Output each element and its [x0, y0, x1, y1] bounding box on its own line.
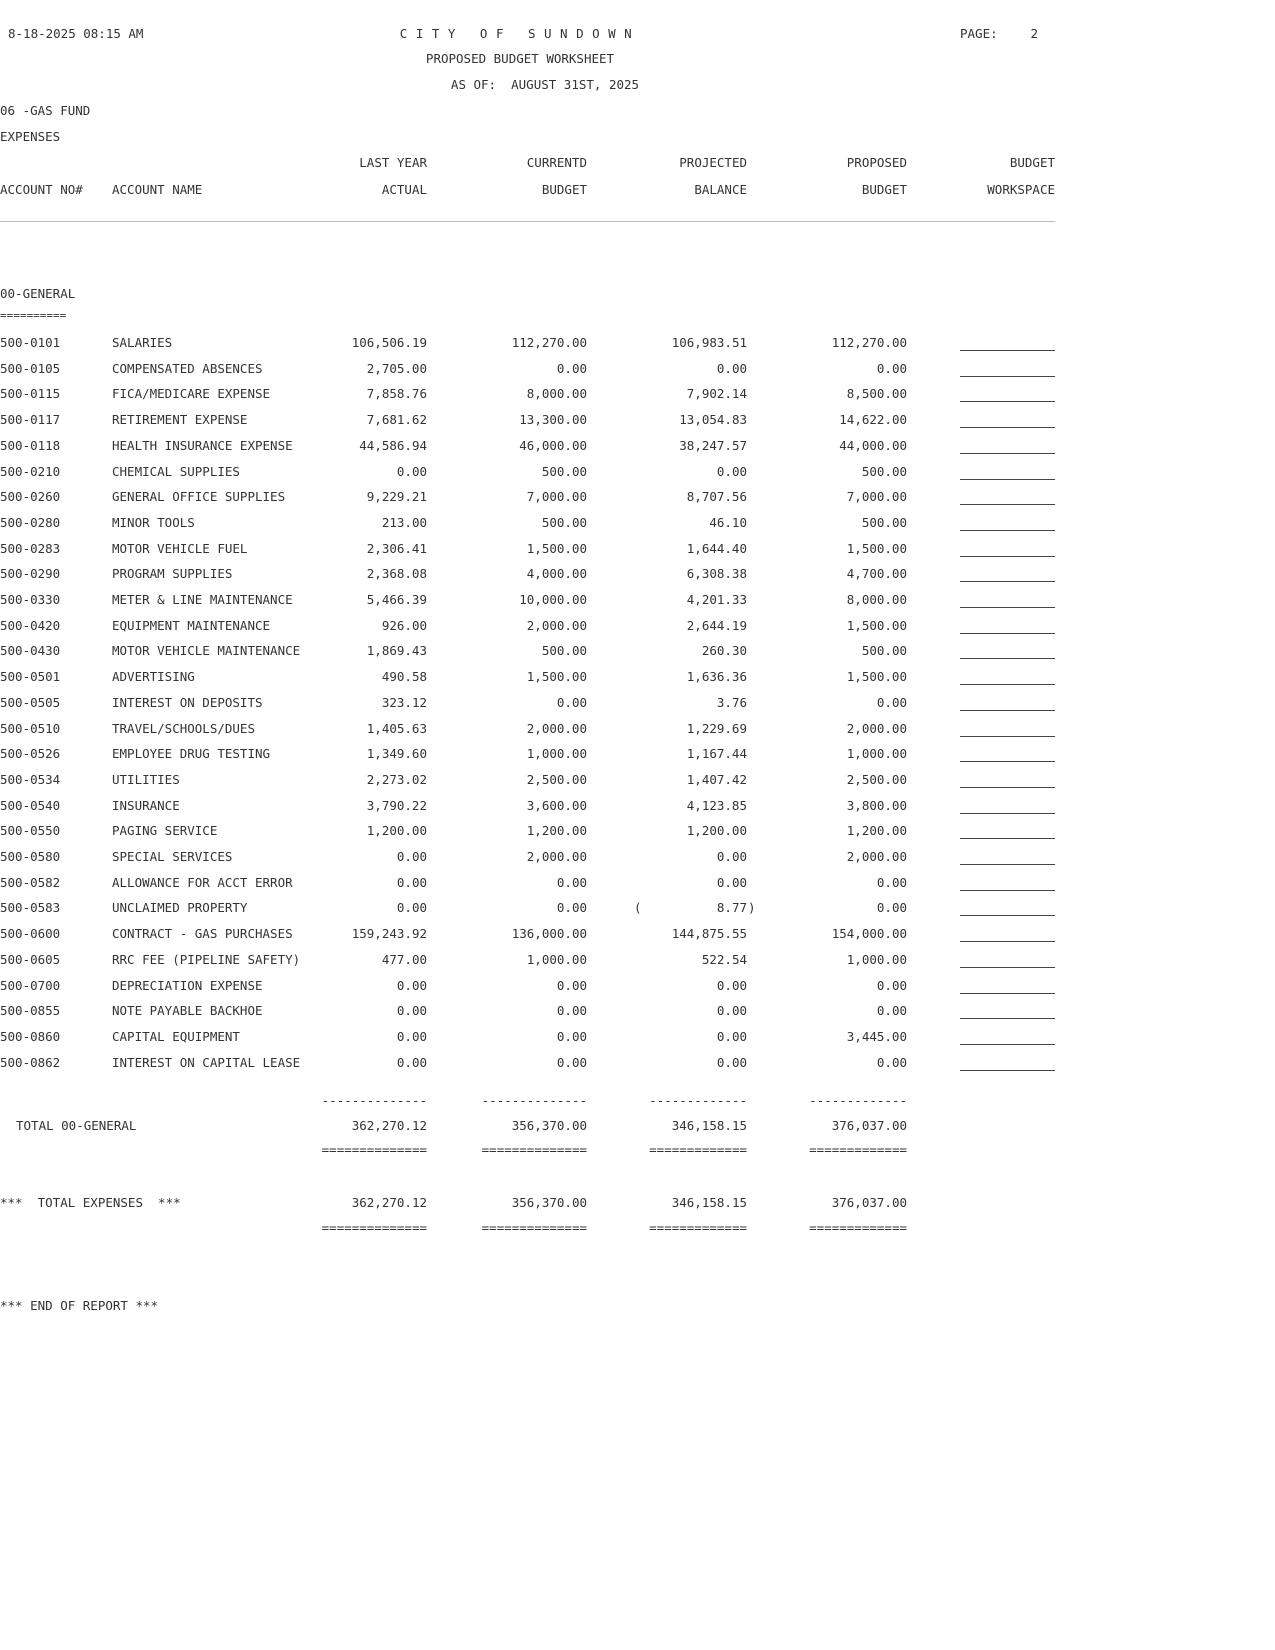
row-last-year-actual: 1,405.63: [366, 721, 427, 736]
budget-workspace-blank: [960, 710, 1055, 711]
row-account-name: SPECIAL SERVICES: [112, 849, 233, 864]
row-proposed-budget: 2,000.00: [846, 849, 907, 864]
row-projected-balance: 144,875.55: [671, 926, 747, 941]
row-last-year-actual: 7,681.62: [366, 412, 427, 427]
row-proposed-budget: 2,500.00: [846, 772, 907, 787]
budget-workspace-blank: [960, 504, 1055, 505]
row-account-name: EQUIPMENT MAINTENANCE: [112, 618, 271, 633]
budget-workspace-blank: [960, 1070, 1055, 1071]
report-datetime: 8-18-2025 08:15 AM: [8, 26, 144, 41]
row-proposed-budget: 44,000.00: [839, 438, 907, 453]
budget-workspace-blank: [960, 941, 1055, 942]
section-name: EXPENSES: [0, 129, 61, 144]
total-expenses-last: 362,270.12: [351, 1195, 427, 1210]
row-current-budget: 0.00: [556, 900, 587, 915]
department-underline: ==========: [0, 309, 67, 322]
as-of-date: AS OF: AUGUST 31ST, 2025: [450, 77, 640, 92]
row-last-year-actual: 5,466.39: [366, 592, 427, 607]
row-current-budget: 2,500.00: [526, 772, 587, 787]
row-account-no: 500-0862: [0, 1055, 61, 1070]
row-account-no: 500-0430: [0, 643, 61, 658]
row-current-budget: 4,000.00: [526, 566, 587, 581]
col-last-year-bottom: ACTUAL: [381, 182, 427, 197]
row-proposed-budget: 1,500.00: [846, 669, 907, 684]
budget-workspace-blank: [960, 350, 1055, 351]
row-account-no: 500-0420: [0, 618, 61, 633]
budget-workspace-blank: [960, 684, 1055, 685]
row-current-budget: 3,600.00: [526, 798, 587, 813]
row-last-year-actual: 0.00: [396, 900, 427, 915]
row-proposed-budget: 2,000.00: [846, 721, 907, 736]
end-of-report: *** END OF REPORT ***: [0, 1298, 159, 1313]
row-account-name: RETIREMENT EXPENSE: [112, 412, 248, 427]
total-general-label: TOTAL 00-GENERAL: [16, 1118, 137, 1133]
row-account-no: 500-0501: [0, 669, 61, 684]
row-account-no: 500-0582: [0, 875, 61, 890]
budget-workspace-blank: [960, 401, 1055, 402]
subtotal-rule-last: --------------: [321, 1093, 427, 1108]
row-last-year-actual: 2,306.41: [366, 541, 427, 556]
row-current-budget: 500.00: [541, 464, 587, 479]
budget-workspace-blank: [960, 838, 1055, 839]
negative-paren-close: ): [748, 900, 756, 915]
row-last-year-actual: 213.00: [381, 515, 427, 530]
row-proposed-budget: 0.00: [876, 1003, 907, 1018]
row-account-name: NOTE PAYABLE BACKHOE: [112, 1003, 263, 1018]
row-account-name: INTEREST ON DEPOSITS: [112, 695, 263, 710]
row-current-budget: 46,000.00: [519, 438, 587, 453]
row-account-no: 500-0115: [0, 386, 61, 401]
row-proposed-budget: 0.00: [876, 875, 907, 890]
row-proposed-budget: 7,000.00: [846, 489, 907, 504]
row-projected-balance: 38,247.57: [679, 438, 747, 453]
row-current-budget: 10,000.00: [519, 592, 587, 607]
row-projected-balance: 0.00: [716, 1055, 747, 1070]
row-projected-balance: 8,707.56: [686, 489, 747, 504]
row-account-name: GENERAL OFFICE SUPPLIES: [112, 489, 286, 504]
row-account-no: 500-0117: [0, 412, 61, 427]
double-rule-last: ==============: [321, 1142, 427, 1157]
row-account-name: EMPLOYEE DRUG TESTING: [112, 746, 271, 761]
row-account-name: CAPITAL EQUIPMENT: [112, 1029, 240, 1044]
row-last-year-actual: 0.00: [396, 1003, 427, 1018]
row-projected-balance: 3.76: [716, 695, 747, 710]
row-current-budget: 1,200.00: [526, 823, 587, 838]
row-proposed-budget: 0.00: [876, 1055, 907, 1070]
row-current-budget: 8,000.00: [526, 386, 587, 401]
row-account-no: 500-0583: [0, 900, 61, 915]
row-account-no: 500-0605: [0, 952, 61, 967]
total-expenses-label: *** TOTAL EXPENSES ***: [0, 1195, 181, 1210]
row-account-name: INTEREST ON CAPITAL LEASE: [112, 1055, 301, 1070]
row-account-name: PAGING SERVICE: [112, 823, 218, 838]
row-projected-balance: 46.10: [709, 515, 747, 530]
row-account-name: SALARIES: [112, 335, 173, 350]
row-proposed-budget: 8,000.00: [846, 592, 907, 607]
budget-workspace-blank: [960, 1018, 1055, 1019]
row-last-year-actual: 44,586.94: [359, 438, 427, 453]
col-current-bottom: BUDGET: [541, 182, 587, 197]
row-projected-balance: 13,054.83: [679, 412, 747, 427]
row-last-year-actual: 0.00: [396, 978, 427, 993]
row-projected-balance: 106,983.51: [671, 335, 747, 350]
row-proposed-budget: 0.00: [876, 361, 907, 376]
row-current-budget: 0.00: [556, 1029, 587, 1044]
row-current-budget: 112,270.00: [511, 335, 587, 350]
row-account-name: ALLOWANCE FOR ACCT ERROR: [112, 875, 293, 890]
row-account-no: 500-0855: [0, 1003, 61, 1018]
row-account-no: 500-0210: [0, 464, 61, 479]
total-general-last: 362,270.12: [351, 1118, 427, 1133]
budget-workspace-blank: [960, 1044, 1055, 1045]
total-general-projected: 346,158.15: [671, 1118, 747, 1133]
budget-workspace-blank: [960, 864, 1055, 865]
row-account-no: 500-0290: [0, 566, 61, 581]
col-workspace-top: BUDGET: [1009, 155, 1055, 170]
row-account-name: CHEMICAL SUPPLIES: [112, 464, 240, 479]
row-current-budget: 0.00: [556, 695, 587, 710]
row-account-no: 500-0330: [0, 592, 61, 607]
row-proposed-budget: 4,700.00: [846, 566, 907, 581]
row-projected-balance: 4,201.33: [686, 592, 747, 607]
row-account-no: 500-0510: [0, 721, 61, 736]
row-proposed-budget: 154,000.00: [831, 926, 907, 941]
budget-workspace-blank: [960, 736, 1055, 737]
row-projected-balance: 6,308.38: [686, 566, 747, 581]
row-projected-balance: 0.00: [716, 849, 747, 864]
row-projected-balance: 1,407.42: [686, 772, 747, 787]
row-projected-balance: 7,902.14: [686, 386, 747, 401]
row-last-year-actual: 7,858.76: [366, 386, 427, 401]
budget-workspace-blank: [960, 453, 1055, 454]
row-account-no: 500-0118: [0, 438, 61, 453]
row-account-name: UNCLAIMED PROPERTY: [112, 900, 248, 915]
row-last-year-actual: 2,273.02: [366, 772, 427, 787]
row-projected-balance: 2,644.19: [686, 618, 747, 633]
subtotal-rule-proposed: -------------: [809, 1093, 907, 1108]
row-current-budget: 0.00: [556, 875, 587, 890]
row-projected-balance: 0.00: [716, 1029, 747, 1044]
row-last-year-actual: 9,229.21: [366, 489, 427, 504]
row-proposed-budget: 1,000.00: [846, 952, 907, 967]
col-workspace-bottom: WORKSPACE: [987, 182, 1055, 197]
row-projected-balance: 0.00: [716, 978, 747, 993]
header-rule: [0, 221, 1055, 222]
row-proposed-budget: 0.00: [876, 978, 907, 993]
row-account-name: FICA/MEDICARE EXPENSE: [112, 386, 271, 401]
budget-workspace-blank: [960, 967, 1055, 968]
row-current-budget: 1,500.00: [526, 669, 587, 684]
row-account-no: 500-0700: [0, 978, 61, 993]
row-projected-balance: 0.00: [716, 875, 747, 890]
col-proposed-bottom: BUDGET: [861, 182, 907, 197]
row-proposed-budget: 1,500.00: [846, 618, 907, 633]
row-proposed-budget: 8,500.00: [846, 386, 907, 401]
row-last-year-actual: 159,243.92: [351, 926, 427, 941]
row-current-budget: 1,000.00: [526, 952, 587, 967]
row-current-budget: 7,000.00: [526, 489, 587, 504]
row-account-name: RRC FEE (PIPELINE SAFETY): [112, 952, 301, 967]
row-account-no: 500-0526: [0, 746, 61, 761]
page-number: 2: [1030, 26, 1038, 41]
row-proposed-budget: 3,445.00: [846, 1029, 907, 1044]
total-general-current: 356,370.00: [511, 1118, 587, 1133]
row-last-year-actual: 0.00: [396, 875, 427, 890]
row-current-budget: 136,000.00: [511, 926, 587, 941]
row-projected-balance: 1,200.00: [686, 823, 747, 838]
row-account-name: HEALTH INSURANCE EXPENSE: [112, 438, 293, 453]
double-rule-current: ==============: [481, 1142, 587, 1157]
department-name: 00-GENERAL: [0, 286, 76, 301]
row-account-no: 500-0534: [0, 772, 61, 787]
row-last-year-actual: 106,506.19: [351, 335, 427, 350]
row-last-year-actual: 0.00: [396, 464, 427, 479]
row-projected-balance: 522.54: [701, 952, 747, 967]
budget-workspace-blank: [960, 479, 1055, 480]
row-projected-balance: 0.00: [716, 361, 747, 376]
row-account-name: UTILITIES: [112, 772, 180, 787]
total-expenses-current: 356,370.00: [511, 1195, 587, 1210]
col-projected-bottom: BALANCE: [694, 182, 747, 197]
row-last-year-actual: 2,368.08: [366, 566, 427, 581]
col-last-year-top: LAST YEAR: [359, 155, 427, 170]
row-current-budget: 500.00: [541, 643, 587, 658]
budget-workspace-blank: [960, 530, 1055, 531]
row-account-no: 500-0600: [0, 926, 61, 941]
row-account-name: DEPRECIATION EXPENSE: [112, 978, 263, 993]
row-account-name: COMPENSATED ABSENCES: [112, 361, 263, 376]
row-last-year-actual: 0.00: [396, 1055, 427, 1070]
row-current-budget: 1,000.00: [526, 746, 587, 761]
row-last-year-actual: 3,790.22: [366, 798, 427, 813]
row-last-year-actual: 477.00: [381, 952, 427, 967]
row-proposed-budget: 1,500.00: [846, 541, 907, 556]
budget-workspace-blank: [960, 787, 1055, 788]
row-account-no: 500-0540: [0, 798, 61, 813]
row-account-no: 500-0280: [0, 515, 61, 530]
row-proposed-budget: 0.00: [876, 695, 907, 710]
row-account-name: MOTOR VEHICLE MAINTENANCE: [112, 643, 301, 658]
budget-workspace-blank: [960, 993, 1055, 994]
row-proposed-budget: 14,622.00: [839, 412, 907, 427]
row-current-budget: 2,000.00: [526, 849, 587, 864]
subtotal-rule-projected: -------------: [649, 1093, 747, 1108]
row-projected-balance: 8.77: [716, 900, 747, 915]
row-current-budget: 2,000.00: [526, 721, 587, 736]
col-projected-top: PROJECTED: [679, 155, 747, 170]
row-proposed-budget: 1,200.00: [846, 823, 907, 838]
row-proposed-budget: 500.00: [861, 464, 907, 479]
row-last-year-actual: 0.00: [396, 849, 427, 864]
final-rule-last: ==============: [321, 1220, 427, 1235]
final-rule-projected: =============: [649, 1220, 747, 1235]
budget-workspace-blank: [960, 376, 1055, 377]
row-account-no: 500-0101: [0, 335, 61, 350]
budget-workspace-blank: [960, 813, 1055, 814]
row-account-name: TRAVEL/SCHOOLS/DUES: [112, 721, 255, 736]
row-projected-balance: 1,167.44: [686, 746, 747, 761]
row-account-no: 500-0550: [0, 823, 61, 838]
row-proposed-budget: 1,000.00: [846, 746, 907, 761]
budget-workspace-blank: [960, 607, 1055, 608]
row-last-year-actual: 490.58: [381, 669, 427, 684]
double-rule-proposed: =============: [809, 1142, 907, 1157]
row-current-budget: 1,500.00: [526, 541, 587, 556]
row-current-budget: 500.00: [541, 515, 587, 530]
row-last-year-actual: 323.12: [381, 695, 427, 710]
row-account-no: 500-0860: [0, 1029, 61, 1044]
row-account-no: 500-0505: [0, 695, 61, 710]
budget-workspace-blank: [960, 658, 1055, 659]
row-projected-balance: 260.30: [701, 643, 747, 658]
row-account-no: 500-0283: [0, 541, 61, 556]
row-proposed-budget: 500.00: [861, 515, 907, 530]
row-current-budget: 2,000.00: [526, 618, 587, 633]
row-proposed-budget: 0.00: [876, 900, 907, 915]
row-current-budget: 13,300.00: [519, 412, 587, 427]
total-general-proposed: 376,037.00: [831, 1118, 907, 1133]
row-projected-balance: 1,644.40: [686, 541, 747, 556]
budget-workspace-blank: [960, 556, 1055, 557]
col-account-name: ACCOUNT NAME: [112, 182, 203, 197]
row-last-year-actual: 1,349.60: [366, 746, 427, 761]
col-proposed-top: PROPOSED: [846, 155, 907, 170]
row-current-budget: 0.00: [556, 1055, 587, 1070]
final-rule-current: ==============: [481, 1220, 587, 1235]
budget-workspace-blank: [960, 633, 1055, 634]
budget-workspace-blank: [960, 761, 1055, 762]
row-proposed-budget: 500.00: [861, 643, 907, 658]
row-projected-balance: 1,636.36: [686, 669, 747, 684]
row-last-year-actual: 2,705.00: [366, 361, 427, 376]
row-projected-balance: 4,123.85: [686, 798, 747, 813]
row-projected-balance: 0.00: [716, 1003, 747, 1018]
row-account-name: ADVERTISING: [112, 669, 195, 684]
row-current-budget: 0.00: [556, 361, 587, 376]
col-account-no: ACCOUNT NO#: [0, 182, 83, 197]
row-last-year-actual: 0.00: [396, 1029, 427, 1044]
row-account-no: 500-0580: [0, 849, 61, 864]
col-current-top: CURRENTD: [526, 155, 587, 170]
final-rule-proposed: =============: [809, 1220, 907, 1235]
budget-workspace-blank: [960, 581, 1055, 582]
row-current-budget: 0.00: [556, 1003, 587, 1018]
total-expenses-proposed: 376,037.00: [831, 1195, 907, 1210]
total-expenses-projected: 346,158.15: [671, 1195, 747, 1210]
row-account-name: INSURANCE: [112, 798, 180, 813]
report-title: PROPOSED BUDGET WORKSHEET: [425, 51, 615, 66]
row-last-year-actual: 926.00: [381, 618, 427, 633]
row-account-name: METER & LINE MAINTENANCE: [112, 592, 293, 607]
row-account-no: 500-0105: [0, 361, 61, 376]
row-account-name: MINOR TOOLS: [112, 515, 195, 530]
city-title: CITY OF SUNDOWN: [399, 26, 641, 41]
fund-name: 06 -GAS FUND: [0, 103, 91, 118]
page-label: PAGE:: [960, 26, 998, 41]
row-last-year-actual: 1,869.43: [366, 643, 427, 658]
double-rule-projected: =============: [649, 1142, 747, 1157]
row-projected-balance: 0.00: [716, 464, 747, 479]
budget-workspace-blank: [960, 915, 1055, 916]
row-account-name: PROGRAM SUPPLIES: [112, 566, 233, 581]
row-current-budget: 0.00: [556, 978, 587, 993]
row-account-no: 500-0260: [0, 489, 61, 504]
row-account-name: CONTRACT - GAS PURCHASES: [112, 926, 293, 941]
subtotal-rule-current: --------------: [481, 1093, 587, 1108]
budget-workspace-blank: [960, 890, 1055, 891]
row-account-name: MOTOR VEHICLE FUEL: [112, 541, 248, 556]
negative-paren-open: (: [634, 900, 642, 915]
row-projected-balance: 1,229.69: [686, 721, 747, 736]
budget-workspace-blank: [960, 427, 1055, 428]
row-proposed-budget: 112,270.00: [831, 335, 907, 350]
row-proposed-budget: 3,800.00: [846, 798, 907, 813]
row-last-year-actual: 1,200.00: [366, 823, 427, 838]
